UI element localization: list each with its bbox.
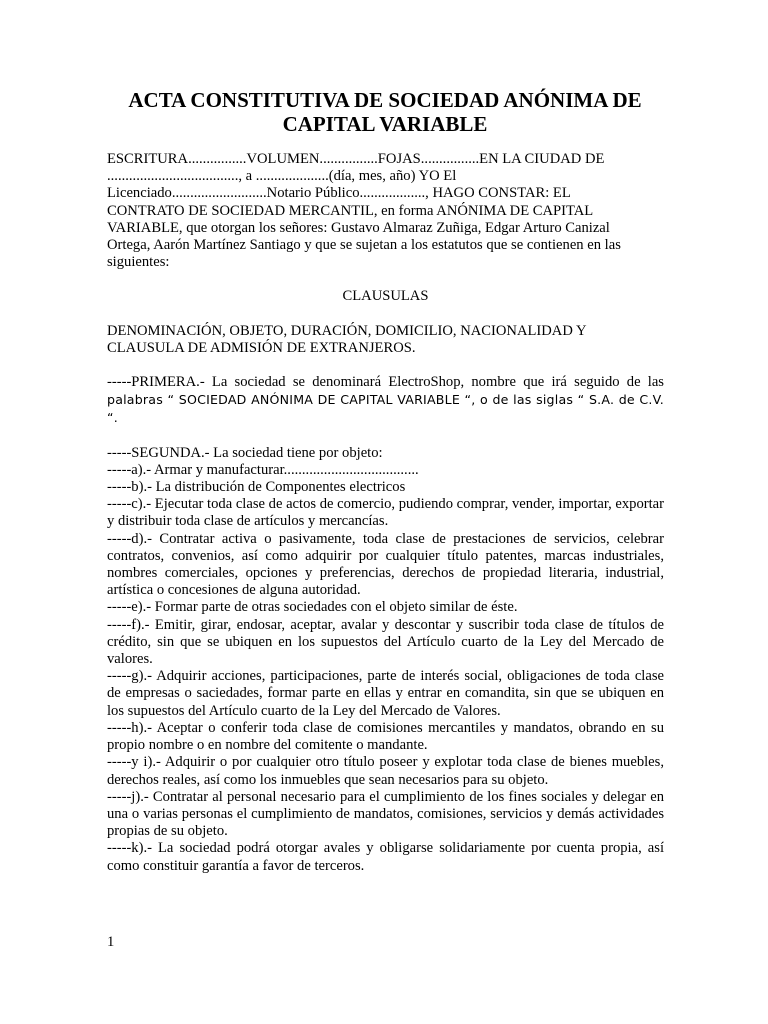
primera-denomination: palabras “ SOCIEDAD ANÓNIMA DE CAPITAL VARIABLE “, o de las siglas “ S.A. de C.V. “. [107,392,664,426]
intro-line: Ortega, Aarón Martínez Santiago y que se sujetan a los estatutos que se contienen en las [107,237,621,254]
clause-item-j: -----j).- Contratar al personal necesario para el cumplimiento de los fines sociales y delegar en una o varias personas el cumplimiento de mandatos, comisiones, servicios y demás actividades propias de su objeto. [107,788,664,840]
title-line-1: ACTA CONSTITUTIVA DE SOCIEDAD ANÓNIMA DE [128,88,642,112]
clause-item-h: -----h).- Aceptar o conferir toda clase de comisiones mercantiles y mandatos, obrando en su propio nombre o en nombre del comitente o mandante. [107,719,664,754]
intro-line: siguientes: [107,254,170,271]
document-body [107,151,664,875]
page-number: 1 [107,934,115,950]
intro-line: VARIABLE, que otorgan los señores: Gustavo Almaraz Zuñiga, Edgar Arturo Canizal [107,219,610,236]
clause-item-b: -----b).- La distribución de Componentes electricos [107,479,406,496]
section-heading: DENOMINACIÓN, OBJETO, DURACIÓN, DOMICILIO, NACIONALIDAD Y CLAUSULA DE ADMISIÓN DE EXTRANJEROS. [107,322,586,356]
clause-item-c: -----c).- Ejecutar toda clase de actos de comercio, pudiendo comprar, vender, importar, exportar y distribuir toda clase de artículos y mercancías. [107,496,665,530]
clause-item-f: -----f).- Emitir, girar, endosar, aceptar, avalar y descontar y suscribir toda clase de títulos de crédito, sin que se ubiquen en los supuestos del Artículo cuarto de la Ley del Mercado de valores. [107,616,664,668]
clause-item-i: -----y i).- Adquirir o por cualquier otro título poseer y explotar toda clase de bienes muebles, derechos reales, así como los inmuebles que sean necesarios para su objeto. [107,754,664,788]
intro-line: CONTRATO DE SOCIEDAD MERCANTIL, en forma ANÓNIMA DE CAPITAL [107,202,594,219]
clause-item-g: -----g).- Adquirir acciones, participaciones, parte de interés social, obligaciones de toda clase de empresas o saciedades, formar parte en ellas y entrar en comandita, sin que se ubiquen en los supuestos del Artículo cuarto de la Ley del Mercado de Valores. [107,668,664,719]
clause-segunda-heading: -----SEGUNDA.- La sociedad tiene por objeto: [107,444,383,461]
clause-item-a: -----a).- Armar y manufacturar..................................... [107,461,419,478]
clause-item-k: -----k).- La sociedad podrá otorgar avales y obligarse solidariamente por cuenta propia, así como constituir garantía a favor de terceros. [107,840,664,874]
clause-item-d: -----d).- Contratar activa o pasivamente, toda clase de prestaciones de servicios, celebrar contratos, convenios, así como adquirir por cualquier título patentes, marcas industriales, nombres comerciales, opciones y preferencias, derechos de propiedad literaria, industrial, artística o concesiones de alguna autoridad. [107,530,664,599]
intro-line: ESCRITURA................VOLUMEN................FOJAS................EN LA CIUDAD DE [107,151,605,167]
clausulas-heading: CLAUSULAS [342,288,429,305]
document-title [100,88,670,136]
primera-text: -----PRIMERA.- La sociedad se denominará ElectroShop, nombre que irá seguido de las [107,374,664,391]
intro-line: Licenciado..........................Notario Público.................., HAGO CONSTAR: EL [107,185,571,202]
clause-item-e: -----e).- Formar parte de otras sociedades con el objeto similar de éste. [107,599,518,616]
clause-primera [107,374,664,428]
intro-paragraph [107,151,664,271]
intro-line: ...................................., a ....................(día, mes, año) YO El [107,168,457,185]
title-line-2: CAPITAL VARIABLE [282,112,488,136]
